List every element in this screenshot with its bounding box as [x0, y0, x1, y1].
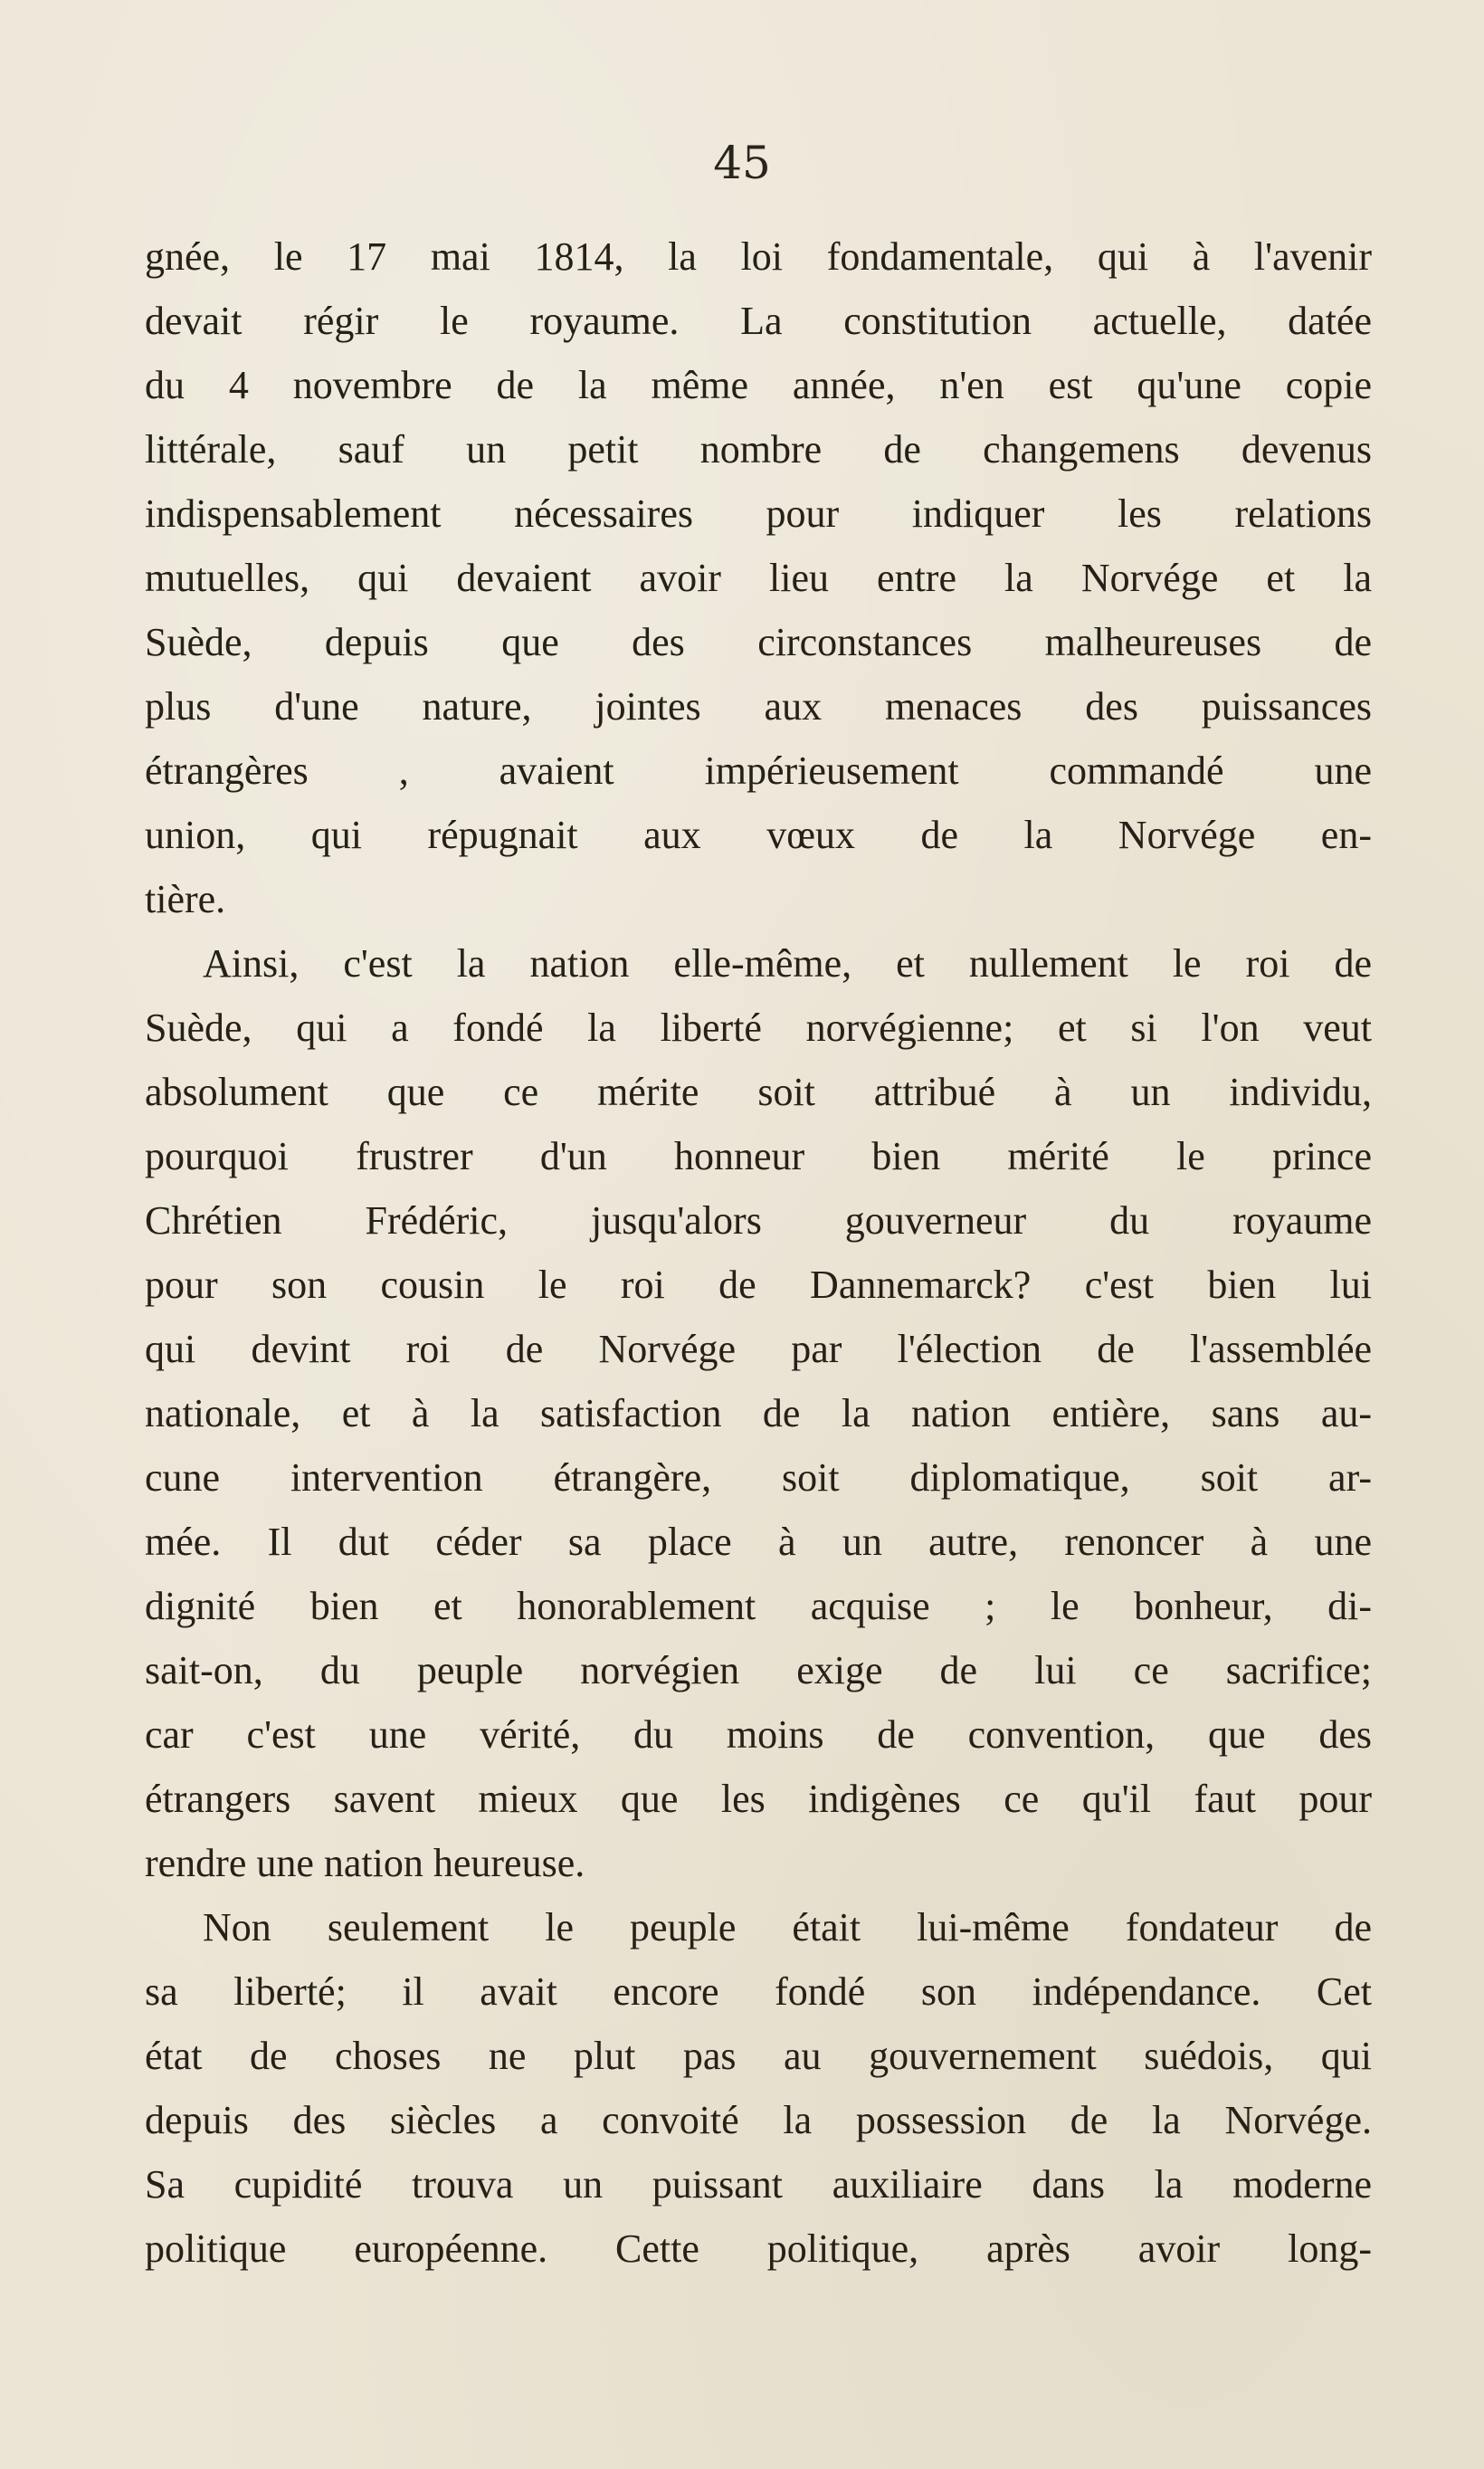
text-line: Suède, qui a fondé la liberté norvégienne; et si l'on veut — [145, 1006, 1372, 1050]
text-line: mutuelles, qui devaient avoir lieu entre la Norvége et la — [145, 556, 1372, 600]
paragraph-2 — [145, 931, 1372, 1895]
text-line: Sa cupidité trouva un puissant auxiliaire dans la moderne — [145, 2162, 1372, 2207]
text-line: absolument que ce mérite soit attribué à un individu, — [145, 1070, 1372, 1114]
body-text — [145, 224, 1372, 2281]
text-line: du 4 novembre de la même année, n'en est qu'une copie — [145, 363, 1372, 407]
text-line: littérale, sauf un petit nombre de changemens devenus — [145, 427, 1372, 472]
paragraph-1 — [145, 224, 1372, 931]
text-line: cune intervention étrangère, soit diplomatique, soit ar- — [145, 1455, 1372, 1500]
text-line: état de choses ne plut pas au gouvernement suédois, qui — [145, 2034, 1372, 2078]
text-line: indispensablement nécessaires pour indiquer les relations — [145, 491, 1372, 536]
text-line: devait régir le royaume. La constitution actuelle, datée — [145, 299, 1372, 343]
text-line: plus d'une nature, jointes aux menaces des puissances — [145, 684, 1372, 729]
text-line: car c'est une vérité, du moins de convention, que des — [145, 1712, 1372, 1757]
text-line: gnée, le 17 mai 1814, la loi fondamentale, qui à l'avenir — [145, 234, 1372, 279]
text-line: sa liberté; il avait encore fondé son indépendance. Cet — [145, 1969, 1372, 2014]
paragraph-3 — [145, 1895, 1372, 2281]
text-line: qui devint roi de Norvége par l'élection de l'assemblée — [145, 1327, 1372, 1371]
text-line: étrangères , avaient impérieusement commandé une — [145, 748, 1372, 793]
page-number: 45 — [713, 137, 771, 189]
text-line: union, qui répugnait aux vœux de la Norvége en- — [145, 813, 1372, 857]
text-line: nationale, et à la satisfaction de la nation entière, sans au- — [145, 1391, 1372, 1435]
text-line: pourquoi frustrer d'un honneur bien mérité le prince — [145, 1134, 1372, 1178]
text-line: sait-on, du peuple norvégien exige de lui ce sacrifice; — [145, 1648, 1372, 1692]
text-line: étrangers savent mieux que les indigènes ce qu'il faut pour — [145, 1777, 1372, 1821]
text-line: Chrétien Frédéric, jusqu'alors gouverneur du royaume — [145, 1198, 1372, 1243]
text-line: mée. Il dut céder sa place à un autre, renoncer à une — [145, 1520, 1372, 1564]
text-line: depuis des siècles a convoité la possession de la Norvége. — [145, 2098, 1372, 2142]
text-line: politique européenne. Cette politique, après avoir long- — [145, 2226, 1372, 2271]
text-line: Suède, depuis que des circonstances malheureuses de — [145, 620, 1372, 664]
text-line: tière. — [145, 877, 226, 921]
text-line: Ainsi, c'est la nation elle-même, et nullement le roi de — [203, 941, 1372, 986]
text-line: pour son cousin le roi de Dannemarck? c'est bien lui — [145, 1263, 1372, 1307]
text-line: Non seulement le peuple était lui-même fondateur de — [203, 1905, 1372, 1949]
text-line: rendre une nation heureuse. — [145, 1841, 585, 1885]
text-line: dignité bien et honorablement acquise ; le bonheur, di- — [145, 1584, 1372, 1628]
